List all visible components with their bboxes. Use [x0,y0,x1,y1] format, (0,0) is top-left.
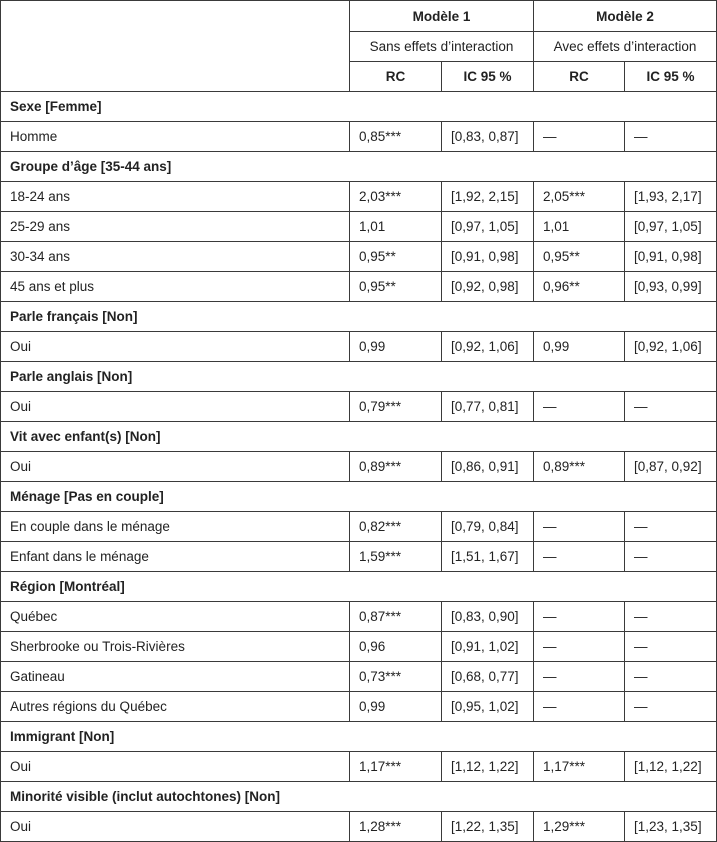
table-row [1,182,717,212]
section-row [1,362,717,392]
model1-ic-value: [0,86, 0,91] [442,452,534,482]
row-label: Oui [1,812,350,842]
model1-rc-value: 0,99 [350,692,442,722]
row-label: Gatineau [1,662,350,692]
table-row [1,332,717,362]
model2-rc-value: — [534,632,625,662]
model2-rc-value: 1,17*** [534,752,625,782]
model2-rc-value: 0,96** [534,272,625,302]
model1-rc-value: 0,96 [350,632,442,662]
row-label: Oui [1,392,350,422]
model2-rc-value: — [534,542,625,572]
model1-rc-value: 1,17*** [350,752,442,782]
model2-ic-value: [0,91, 0,98] [625,242,717,272]
table-body [1,92,717,842]
model2-rc-header: RC [534,62,625,92]
model1-description: Sans effets d’interaction [350,32,534,62]
section-label: Minorité visible (inclut autochtones) [Non] [1,782,717,812]
model1-rc-header: RC [350,62,442,92]
model1-ic-value: [0,91, 1,02] [442,632,534,662]
table-row [1,392,717,422]
model2-ic-value: — [625,122,717,152]
model2-rc-value: 2,05*** [534,182,625,212]
model1-ic-value: [0,92, 0,98] [442,272,534,302]
row-label: Oui [1,452,350,482]
model2-ic-value: — [625,542,717,572]
model1-rc-value: 1,01 [350,212,442,242]
model1-ic-value: [0,97, 1,05] [442,212,534,242]
row-label: Enfant dans le ménage [1,542,350,572]
table-row [1,662,717,692]
table-row [1,692,717,722]
row-label: En couple dans le ménage [1,512,350,542]
header-corner-cell [1,1,350,92]
section-row [1,782,717,812]
model1-rc-value: 0,73*** [350,662,442,692]
model2-ic-value: — [625,662,717,692]
row-label: Oui [1,752,350,782]
table-row [1,602,717,632]
section-label: Vit avec enfant(s) [Non] [1,422,717,452]
model2-rc-value: 1,29*** [534,812,625,842]
model1-ic-value: [1,22, 1,35] [442,812,534,842]
model1-ic-value: [0,77, 0,81] [442,392,534,422]
model1-ic-value: [1,12, 1,22] [442,752,534,782]
model1-rc-value: 0,95** [350,272,442,302]
model1-rc-value: 0,87*** [350,602,442,632]
model2-rc-value: — [534,692,625,722]
model2-rc-value: 0,99 [534,332,625,362]
table-row [1,632,717,662]
row-label: 25-29 ans [1,212,350,242]
section-label: Immigrant [Non] [1,722,717,752]
model2-ic-value: — [625,602,717,632]
model1-ic-value: [0,91, 0,98] [442,242,534,272]
model2-rc-value: — [534,602,625,632]
section-row [1,152,717,182]
model2-ic-value: [0,87, 0,92] [625,452,717,482]
model2-ic-value: [1,93, 2,17] [625,182,717,212]
header-row-models [1,1,717,32]
row-label: 30-34 ans [1,242,350,272]
section-label: Sexe [Femme] [1,92,717,122]
row-label: 45 ans et plus [1,272,350,302]
model2-header: Modèle 2 [534,1,717,32]
section-label: Région [Montréal] [1,572,717,602]
table-row [1,212,717,242]
table-row [1,242,717,272]
table-row [1,122,717,152]
model2-rc-value: — [534,122,625,152]
section-label: Parle français [Non] [1,302,717,332]
model2-ic-value: — [625,512,717,542]
model1-ic-header: IC 95 % [442,62,534,92]
model2-ic-value: [0,93, 0,99] [625,272,717,302]
table-header [1,1,717,92]
model1-rc-value: 1,28*** [350,812,442,842]
section-row [1,482,717,512]
model2-ic-value: — [625,392,717,422]
section-row [1,422,717,452]
model2-ic-header: IC 95 % [625,62,717,92]
model1-rc-value: 0,99 [350,332,442,362]
model2-ic-value: — [625,632,717,662]
model1-ic-value: [1,51, 1,67] [442,542,534,572]
row-label: Homme [1,122,350,152]
model1-ic-value: [1,92, 2,15] [442,182,534,212]
row-label: Autres régions du Québec [1,692,350,722]
model2-rc-value: — [534,662,625,692]
model1-rc-value: 0,89*** [350,452,442,482]
model1-rc-value: 1,59*** [350,542,442,572]
model2-rc-value: — [534,392,625,422]
model1-ic-value: [0,83, 0,87] [442,122,534,152]
model2-rc-value: 0,89*** [534,452,625,482]
table-row [1,812,717,842]
table-row [1,752,717,782]
model2-rc-value: 1,01 [534,212,625,242]
model2-ic-value: — [625,692,717,722]
model1-ic-value: [0,79, 0,84] [442,512,534,542]
model1-ic-value: [0,92, 1,06] [442,332,534,362]
model1-ic-value: [0,83, 0,90] [442,602,534,632]
row-label: Sherbrooke ou Trois-Rivières [1,632,350,662]
section-row [1,572,717,602]
model1-rc-value: 0,82*** [350,512,442,542]
row-label: 18-24 ans [1,182,350,212]
model1-ic-value: [0,68, 0,77] [442,662,534,692]
model2-ic-value: [0,92, 1,06] [625,332,717,362]
table-row [1,542,717,572]
table-row [1,272,717,302]
model1-rc-value: 0,79*** [350,392,442,422]
model2-ic-value: [1,12, 1,22] [625,752,717,782]
model1-rc-value: 0,95** [350,242,442,272]
section-row [1,302,717,332]
section-row [1,722,717,752]
row-label: Oui [1,332,350,362]
model2-ic-value: [0,97, 1,05] [625,212,717,242]
table-row [1,452,717,482]
row-label: Québec [1,602,350,632]
model1-rc-value: 0,85*** [350,122,442,152]
table-row [1,512,717,542]
section-label: Parle anglais [Non] [1,362,717,392]
model2-description: Avec effets d’interaction [534,32,717,62]
model2-rc-value: 0,95** [534,242,625,272]
section-label: Ménage [Pas en couple] [1,482,717,512]
model2-ic-value: [1,23, 1,35] [625,812,717,842]
model1-rc-value: 2,03*** [350,182,442,212]
model1-ic-value: [0,95, 1,02] [442,692,534,722]
model2-rc-value: — [534,512,625,542]
section-label: Groupe d’âge [35-44 ans] [1,152,717,182]
section-row [1,92,717,122]
model1-header: Modèle 1 [350,1,534,32]
